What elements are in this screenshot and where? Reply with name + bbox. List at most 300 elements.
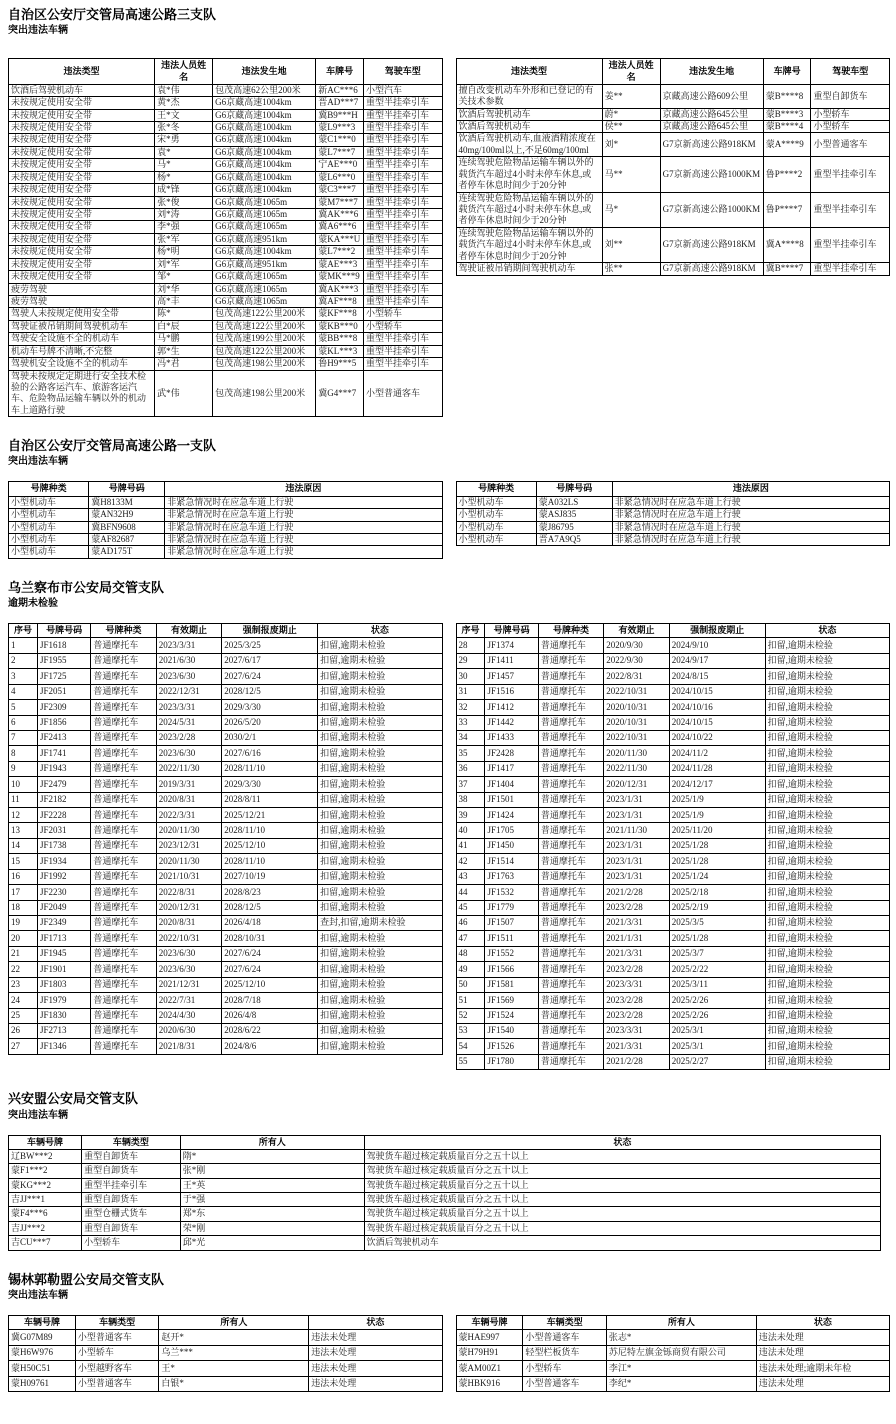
table-cell: G6京藏高速1004km: [213, 146, 316, 158]
table-cell: JF1780: [485, 1054, 538, 1069]
table-row: [456, 962, 890, 977]
table-cell: JF2230: [37, 885, 90, 900]
table-cell: 吉CU***7: [9, 1236, 82, 1250]
table-cell: 45: [456, 900, 485, 915]
table-cell: 小型轿车: [363, 320, 442, 332]
table-cell: 蒙KF***8: [316, 308, 364, 320]
column-header: 驾驶车型: [811, 59, 890, 85]
table-cell: 蒙H50C51: [9, 1361, 76, 1376]
table-cell: 2025/1/28: [669, 931, 765, 946]
table-cell: 张*军: [155, 233, 213, 245]
header-row: [456, 59, 890, 85]
table-row: [456, 777, 890, 792]
table-row: [9, 146, 443, 158]
table-cell: 驾驶货车超过核定载质量百分之五十以上: [364, 1221, 881, 1235]
table-cell: 蒙MK***9: [316, 271, 364, 283]
table-cell: 2024/12/17: [669, 777, 765, 792]
table-row: [456, 1023, 890, 1038]
table-cell: 蒙L9***3: [316, 122, 364, 134]
table-cell: 普通摩托车: [538, 962, 603, 977]
table-cell: 2025/3/11: [669, 977, 765, 992]
table-cell: 2026/5/20: [222, 715, 318, 730]
table-cell: 扣留,逾期未检验: [765, 653, 889, 668]
table-cell: 普通摩托车: [91, 715, 156, 730]
table-cell: 王*英: [180, 1178, 364, 1192]
table-cell: 36: [456, 761, 485, 776]
table-cell: 普通摩托车: [91, 638, 156, 653]
table-cell: 连续驾驶危险物品运输车辆以外的载货汽车超过4小时未停车休息,或者停车休息时间少于20分钟: [456, 192, 602, 227]
table-row: [9, 171, 443, 183]
table-cell: 9: [9, 761, 38, 776]
table-cell: 47: [456, 931, 485, 946]
table-cell: 普通摩托车: [538, 1008, 603, 1023]
table-cell: 重型半挂牵引车: [363, 358, 442, 370]
table-cell: 42: [456, 854, 485, 869]
table-cell: 重型半挂牵引车: [363, 159, 442, 171]
column-header: 有效期止: [156, 624, 221, 638]
table-cell: 荣*刚: [180, 1221, 364, 1235]
table-cell: 2030/2/1: [222, 730, 318, 745]
table-row: [456, 946, 890, 961]
table-row: [9, 1008, 443, 1023]
table-cell: 2021/11/30: [604, 823, 669, 838]
table-cell: JF1955: [37, 653, 90, 668]
table-cell: JF1442: [485, 715, 538, 730]
table-cell: 普通摩托车: [91, 885, 156, 900]
table-cell: 蒙A032LS: [536, 496, 612, 508]
table-cell: 普通摩托车: [91, 1008, 156, 1023]
table-cell: 2027/6/17: [222, 653, 318, 668]
table-cell: 2023/1/31: [604, 869, 669, 884]
table-row: [9, 184, 443, 196]
table-cell: 普通摩托车: [91, 730, 156, 745]
table-cell: 扣留,逾期未检验: [318, 730, 442, 745]
table-cell: 扣留,逾期未检验: [318, 746, 442, 761]
xlgl-violations-table-left: [8, 1315, 443, 1392]
table-cell: 2027/6/24: [222, 962, 318, 977]
table-cell: JF1540: [485, 1023, 538, 1038]
table-cell: 2025/2/22: [669, 962, 765, 977]
column-header: 违法原因: [165, 482, 442, 496]
table-cell: 蒙KB***0: [316, 320, 364, 332]
table-cell: 蒙F4***6: [9, 1207, 82, 1221]
table-row: [456, 931, 890, 946]
table-cell: 未按规定使用安全带: [9, 146, 155, 158]
table-cell: 2025/2/19: [669, 900, 765, 915]
table-cell: 2025/3/7: [669, 946, 765, 961]
column-header: 车辆类型: [523, 1316, 607, 1330]
table-cell: 蔚*: [602, 108, 660, 120]
table-row: [456, 157, 890, 192]
table-cell: 武*伟: [155, 370, 213, 417]
table-cell: 非紧急情况时在应急车道上行驶: [165, 521, 442, 533]
table-row: [9, 97, 443, 109]
table-cell: 姜**: [602, 84, 660, 108]
table-cell: 非紧急情况时在应急车道上行驶: [165, 546, 442, 558]
column-header: 状态: [765, 624, 889, 638]
table-cell: 37: [456, 777, 485, 792]
section-highway-brigade-3: [8, 8, 890, 417]
table-cell: 邹*: [155, 271, 213, 283]
table-cell: 普通摩托车: [538, 808, 603, 823]
table-row: [9, 196, 443, 208]
table-row: [456, 263, 890, 275]
table-cell: 非紧急情况时在应急车道上行驶: [612, 521, 889, 533]
table-cell: 王*: [159, 1361, 309, 1376]
table-cell: 小型普通客车: [523, 1376, 607, 1391]
table-cell: 2024/10/15: [669, 715, 765, 730]
table-cell: 扣留,逾期未检验: [318, 777, 442, 792]
table-cell: 重型半挂牵引车: [363, 333, 442, 345]
table-row: [9, 869, 443, 884]
wlcb-overdue-table-left: [8, 623, 443, 1055]
table-row: [456, 1054, 890, 1069]
table-row: [9, 638, 443, 653]
table-cell: 于*强: [180, 1193, 364, 1207]
table-cell: 冀AF***8: [316, 295, 364, 307]
table-cell: 20: [9, 931, 38, 946]
table-cell: 2025/2/27: [669, 1054, 765, 1069]
table-cell: 包茂高速198公里200米: [213, 370, 316, 417]
section-wulanchabu: [8, 581, 890, 1070]
column-header: 强制报废期止: [669, 624, 765, 638]
table-cell: 普通摩托车: [538, 1039, 603, 1054]
table-row: [9, 271, 443, 283]
table-cell: 连续驾驶危险物品运输车辆以外的载货汽车超过4小时未停车休息,或者停车休息时间少于20分钟: [456, 157, 602, 192]
table-row: [9, 534, 443, 546]
table-cell: 鲁H9***5: [316, 358, 364, 370]
table-cell: 包茂高速198公里200米: [213, 358, 316, 370]
table-cell: 2023/3/31: [156, 700, 221, 715]
table-cell: 重型半挂牵引车: [363, 283, 442, 295]
table-cell: 扣留,逾期未检验: [318, 931, 442, 946]
column-header: 号牌种类: [9, 482, 89, 496]
table-row: [456, 838, 890, 853]
table-cell: G6京藏高速1004km: [213, 246, 316, 258]
table-cell: 普通摩托车: [91, 777, 156, 792]
table-row: [9, 521, 443, 533]
table-row: [456, 227, 890, 262]
table-cell: 扣留,逾期未检验: [765, 931, 889, 946]
table-cell: 小型轿车: [811, 121, 890, 133]
table-cell: 小型机动车: [9, 521, 89, 533]
table-cell: 未按规定使用安全带: [9, 209, 155, 221]
table-cell: 2020/8/31: [156, 915, 221, 930]
table-cell: 张*俊: [155, 196, 213, 208]
table-cell: G7京新高速公路1000KM: [660, 192, 763, 227]
table-row: [9, 546, 443, 558]
table-row: [9, 295, 443, 307]
table-row: [9, 1023, 443, 1038]
table-cell: 包茂高速122公里200米: [213, 345, 316, 357]
table-cell: 2020/10/31: [604, 700, 669, 715]
table-cell: 普通摩托车: [538, 1054, 603, 1069]
wlcb-overdue-table-right: [456, 623, 891, 1070]
table-cell: 苏尼特左旗金铄商贸有限公司: [606, 1345, 756, 1360]
table-cell: 2023/1/31: [604, 854, 669, 869]
table-row: [9, 730, 443, 745]
table-cell: 2024/8/6: [222, 1039, 318, 1054]
table-cell: 杨*明: [155, 246, 213, 258]
table-cell: 2022/3/31: [156, 808, 221, 823]
table-cell: 鲁P****2: [763, 157, 811, 192]
table-cell: 重型半挂牵引车: [363, 109, 442, 121]
table-cell: 2022/11/30: [604, 761, 669, 776]
table-cell: JF1424: [485, 808, 538, 823]
table-cell: 2025/2/26: [669, 1008, 765, 1023]
table-cell: G6京藏高速1065m: [213, 209, 316, 221]
table-cell: 驾驶证被吊销期间驾驶机动车: [456, 263, 602, 275]
table-cell: 饮酒后驾驶机动车: [456, 108, 602, 120]
tables-row: [8, 623, 890, 1070]
table-cell: 蒙HBK916: [456, 1376, 523, 1391]
table-cell: JF2228: [37, 808, 90, 823]
table-cell: 小型轿车: [811, 108, 890, 120]
table-cell: 扣留,逾期未检验: [318, 808, 442, 823]
table-cell: 2023/3/31: [604, 977, 669, 992]
table-cell: 2022/10/31: [604, 684, 669, 699]
table-row: [9, 777, 443, 792]
column-header: 号牌种类: [91, 624, 156, 638]
table-cell: 小型机动车: [456, 534, 536, 546]
table-row: [456, 792, 890, 807]
table-cell: JF2049: [37, 900, 90, 915]
table-cell: 35: [456, 746, 485, 761]
table-cell: 蒙M7***7: [316, 196, 364, 208]
table-cell: JF1992: [37, 869, 90, 884]
table-cell: 小型轿车: [523, 1361, 607, 1376]
table-cell: 2: [9, 653, 38, 668]
table-cell: 擅自改变机动车外形和已登记的有关技术参数: [456, 84, 602, 108]
table-row: [456, 669, 890, 684]
table-row: [9, 233, 443, 245]
table-cell: 2028/12/5: [222, 684, 318, 699]
table-cell: JF1433: [485, 730, 538, 745]
column-header: 车牌号: [763, 59, 811, 85]
table-cell: 驾驶货车超过核定载质量百分之五十以上: [364, 1207, 881, 1221]
table-cell: 2022/10/31: [156, 931, 221, 946]
table-cell: G6京藏高速1004km: [213, 122, 316, 134]
table-row: [456, 192, 890, 227]
table-cell: 重型半挂牵引车: [363, 295, 442, 307]
table-cell: 未按规定使用安全带: [9, 134, 155, 146]
table-row: [456, 885, 890, 900]
table-cell: 蒙A****9: [763, 133, 811, 157]
table-cell: 重型自卸货车: [82, 1221, 181, 1235]
table-row: [9, 962, 443, 977]
table-cell: JF1901: [37, 962, 90, 977]
table-cell: 驾驶货车超过核定载质量百分之五十以上: [364, 1164, 881, 1178]
table-cell: 小型汽车: [363, 84, 442, 96]
table-cell: 重型自卸货车: [811, 84, 890, 108]
column-header: 车牌号: [316, 59, 364, 85]
table-cell: 普通摩托车: [538, 869, 603, 884]
section-subtitle: 突出违法车辆: [8, 1109, 68, 1121]
header-row: [9, 482, 443, 496]
table-cell: 扣留,逾期未检验: [318, 715, 442, 730]
table-cell: 55: [456, 1054, 485, 1069]
table-cell: 2029/3/30: [222, 777, 318, 792]
table-cell: 小型机动车: [456, 496, 536, 508]
table-cell: 小型普通客车: [811, 133, 890, 157]
table-row: [9, 900, 443, 915]
table-cell: 白银*: [159, 1376, 309, 1391]
table-cell: 2025/2/26: [669, 993, 765, 1008]
table-cell: JF1411: [485, 653, 538, 668]
table-cell: 2024/8/15: [669, 669, 765, 684]
table-cell: 2028/11/10: [222, 854, 318, 869]
table-cell: 16: [9, 869, 38, 884]
table-cell: 普通摩托车: [538, 931, 603, 946]
table-cell: 未按规定使用安全带: [9, 184, 155, 196]
table-cell: 19: [9, 915, 38, 930]
table-row: [9, 1376, 443, 1391]
table-cell: 扣留,逾期未检验: [765, 1023, 889, 1038]
table-cell: 扣留,逾期未检验: [765, 977, 889, 992]
table-cell: 重型半挂牵引车: [82, 1178, 181, 1192]
table-cell: 7: [9, 730, 38, 745]
table-cell: 张志*: [606, 1330, 756, 1345]
table-row: [9, 496, 443, 508]
table-row: [9, 1330, 443, 1345]
table-cell: 2022/7/31: [156, 993, 221, 1008]
xam-violations-table: [8, 1135, 881, 1251]
table-cell: 未按规定使用安全带: [9, 221, 155, 233]
table-cell: 2023/1/31: [604, 792, 669, 807]
table-cell: 扣留,逾期未检验: [765, 946, 889, 961]
table-cell: 京藏高速公路645公里: [660, 121, 763, 133]
table-cell: 冀BFN9608: [89, 521, 165, 533]
table-cell: 2023/12/31: [156, 838, 221, 853]
table-row: [9, 333, 443, 345]
table-row: [456, 509, 890, 521]
table-cell: 扣留,逾期未检验: [318, 792, 442, 807]
table-cell: 33: [456, 715, 485, 730]
table-row: [9, 1361, 443, 1376]
table-cell: 2020/12/31: [156, 900, 221, 915]
table-cell: 普通摩托车: [91, 838, 156, 853]
table-cell: 2028/8/23: [222, 885, 318, 900]
table-cell: 2021/3/31: [604, 946, 669, 961]
table-cell: 普通摩托车: [538, 669, 603, 684]
table-cell: 2023/6/30: [156, 946, 221, 961]
table-cell: 小型普通客车: [75, 1330, 159, 1345]
table-cell: 2025/3/1: [669, 1023, 765, 1038]
table-cell: 马**: [602, 157, 660, 192]
table-cell: 违法未处理: [756, 1330, 889, 1345]
table-row: [9, 838, 443, 853]
table-cell: 2023/1/31: [604, 808, 669, 823]
section-subtitle: 突出违法车辆: [8, 1290, 68, 1301]
table-cell: G6京藏高速1065m: [213, 283, 316, 295]
table-cell: JF1374: [485, 638, 538, 653]
table-cell: 扣留,逾期未检验: [765, 792, 889, 807]
column-header: 驾驶车型: [363, 59, 442, 85]
table-cell: 扣留,逾期未检验: [765, 900, 889, 915]
table-row: [456, 700, 890, 715]
table-cell: 普通摩托车: [91, 1023, 156, 1038]
table-cell: 蒙AD175T: [89, 546, 165, 558]
table-row: [9, 915, 443, 930]
header-row: [9, 624, 443, 638]
table-row: [456, 746, 890, 761]
table-row: [456, 761, 890, 776]
table-row: [9, 358, 443, 370]
table-cell: 重型半挂牵引车: [811, 263, 890, 275]
table-cell: 2027/6/24: [222, 669, 318, 684]
table-cell: 陈*: [155, 308, 213, 320]
hw1-violations-table-right: [456, 481, 891, 546]
table-cell: 蒙AF82687: [89, 534, 165, 546]
table-cell: 蒙AM00Z1: [456, 1361, 523, 1376]
table-cell: 未按规定使用安全带: [9, 109, 155, 121]
table-cell: 普通摩托车: [91, 993, 156, 1008]
table-cell: 29: [456, 653, 485, 668]
table-cell: 2023/3/31: [604, 1023, 669, 1038]
table-cell: 驾驶人未按规定使用安全带: [9, 308, 155, 320]
tables-row: [8, 58, 890, 417]
table-cell: JF1738: [37, 838, 90, 853]
table-row: [456, 900, 890, 915]
table-row: [9, 221, 443, 233]
table-cell: 未按规定使用安全带: [9, 271, 155, 283]
column-header: 号牌号码: [37, 624, 90, 638]
table-cell: 扣留,逾期未检验: [765, 838, 889, 853]
table-cell: 蒙L7***7: [316, 146, 364, 158]
hw3-violations-table-right: [456, 58, 891, 275]
table-cell: 普通摩托车: [538, 946, 603, 961]
section-title: 自治区公安厅交管局高速公路三支队: [8, 7, 217, 22]
table-cell: 2020/8/31: [156, 792, 221, 807]
table-cell: G6京藏高速1004km: [213, 97, 316, 109]
table-cell: 扣留,逾期未检验: [765, 962, 889, 977]
table-row: [456, 108, 890, 120]
table-cell: 扣留,逾期未检验: [765, 746, 889, 761]
table-cell: 驾驶货车超过核定载质量百分之五十以上: [364, 1149, 881, 1163]
table-cell: 39: [456, 808, 485, 823]
table-cell: 李纪*: [606, 1376, 756, 1391]
table-cell: 普通摩托车: [538, 1023, 603, 1038]
table-cell: 2023/2/28: [604, 993, 669, 1008]
section-subtitle: 突出违法车辆: [8, 25, 68, 37]
table-cell: 2027/10/19: [222, 869, 318, 884]
column-header: 所有人: [606, 1316, 756, 1330]
table-cell: 冀H8133M: [89, 496, 165, 508]
table-cell: 新AC***6: [316, 84, 364, 96]
table-row: [9, 653, 443, 668]
table-cell: 非紧急情况时在应急车道上行驶: [612, 496, 889, 508]
column-header: 车辆类型: [75, 1316, 159, 1330]
table-cell: G6京藏高速1065m: [213, 271, 316, 283]
table-cell: JF1346: [37, 1039, 90, 1054]
table-cell: JF1830: [37, 1008, 90, 1023]
table-cell: 40: [456, 823, 485, 838]
table-cell: G7京新高速公路918KM: [660, 227, 763, 262]
table-cell: 2027/6/16: [222, 746, 318, 761]
table-cell: 扣留,逾期未检验: [318, 838, 442, 853]
table-cell: 扣留,逾期未检验: [318, 823, 442, 838]
table-cell: 普通摩托车: [91, 684, 156, 699]
table-cell: 普通摩托车: [538, 684, 603, 699]
table-cell: 2029/3/30: [222, 700, 318, 715]
table-cell: 2028/10/31: [222, 931, 318, 946]
table-cell: 2020/11/30: [604, 746, 669, 761]
column-header: 有效期止: [604, 624, 669, 638]
table-cell: 2020/12/31: [604, 777, 669, 792]
table-cell: G6京藏高速1065m: [213, 196, 316, 208]
table-cell: JF1507: [485, 915, 538, 930]
table-cell: 李江*: [606, 1361, 756, 1376]
